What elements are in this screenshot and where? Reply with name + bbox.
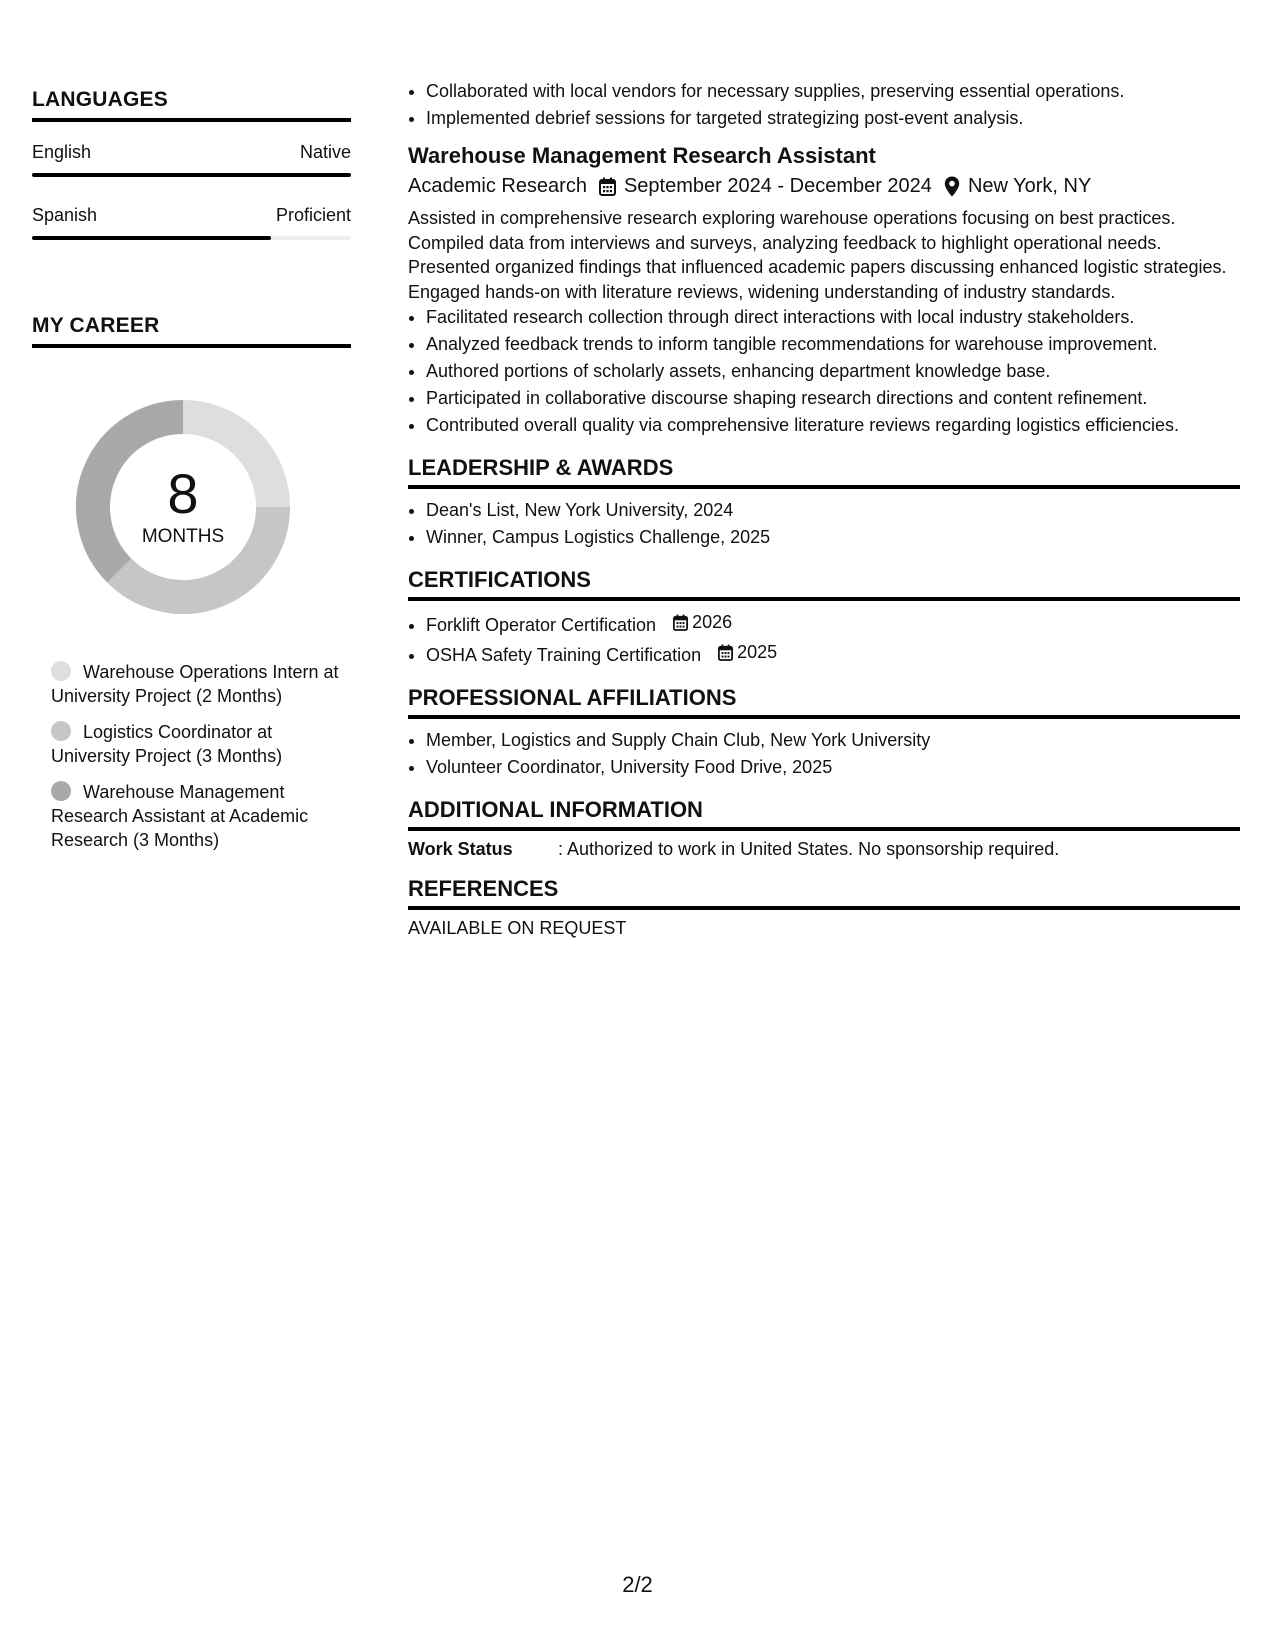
job-location: New York, NY: [967, 175, 1092, 197]
career-section: [32, 314, 351, 852]
list-item: • Authored portions of scholarly assets, enhancing department knowledge base.: [426, 358, 1240, 385]
references-text: AVAILABLE ON REQUEST: [408, 918, 627, 938]
language-level: Native: [299, 142, 351, 162]
calendar-icon: [599, 177, 616, 196]
page-number: 2/2: [622, 1572, 653, 1597]
affiliations-section: [408, 685, 1240, 781]
additional-info-heading: ADDITIONAL INFORMATION: [408, 797, 1240, 831]
calendar-icon: [718, 644, 733, 661]
career-donut-chart: [66, 390, 300, 624]
map-pin-icon: [944, 176, 960, 197]
language-item: [32, 205, 351, 240]
career-legend: [32, 660, 351, 852]
legend-item: [51, 660, 351, 708]
certifications-heading: CERTIFICATIONS: [408, 567, 1240, 601]
job-description: Assisted in comprehensive research exploring warehouse operations focusing on best practices. Compiled data from interviews and surveys, analyzing feedback to highlight operational needs. Presented organized findings that influenced academic papers discussing enhanced logistic strategies. Engaged hands-on with literature reviews, widening understanding of industry standards.: [408, 208, 1227, 302]
certification-year: 2026: [692, 612, 733, 632]
legend-item: [51, 780, 351, 852]
list-item: • Dean's List, New York University, 2024: [426, 497, 1240, 524]
affiliations-heading: PROFESSIONAL AFFILIATIONS: [408, 685, 1240, 719]
job-title: Warehouse Management Research Assistant: [408, 143, 876, 168]
legend-item: [51, 720, 351, 768]
leadership-heading: LEADERSHIP & AWARDS: [408, 455, 1240, 489]
calendar-icon: [673, 614, 688, 631]
work-status-value: : Authorized to work in United States. No sponsorship required.: [558, 839, 1060, 859]
list-item: • Contributed overall quality via comprehensive literature reviews regarding logistics efficiencies.: [426, 412, 1240, 439]
languages-heading: LANGUAGES: [32, 88, 351, 122]
references-heading: REFERENCES: [408, 876, 1240, 910]
certification-name: Forklift Operator Certification: [426, 615, 657, 635]
job-dates: September 2024 - December 2024: [623, 175, 932, 197]
job-meta: [408, 175, 1240, 198]
work-status-row: [408, 839, 1240, 860]
list-item: • Implemented debrief sessions for targeted strategizing post-event analysis.: [426, 105, 1240, 132]
legend-label: Logistics Coordinator at University Project (3 Months): [51, 722, 283, 766]
job-entry: [408, 143, 1240, 439]
additional-info-section: [408, 797, 1240, 860]
languages-section: [32, 88, 351, 240]
list-item: [426, 609, 1240, 639]
references-section: [408, 876, 1240, 939]
language-name: Spanish: [32, 205, 98, 225]
list-item: • Volunteer Coordinator, University Food Drive, 2025: [426, 754, 1240, 781]
career-total-months: 8: [167, 462, 199, 525]
certifications-section: [408, 567, 1240, 669]
left-column: [32, 88, 351, 864]
language-proficiency-bar: [32, 236, 351, 240]
right-column: [408, 78, 1240, 939]
list-item: [426, 639, 1240, 669]
language-proficiency-fill: [32, 236, 271, 240]
list-item: • Analyzed feedback trends to inform tangible recommendations for warehouse improvement.: [426, 331, 1240, 358]
legend-swatch: [51, 661, 71, 681]
previous-job-bullets: [408, 78, 1240, 132]
legend-swatch: [51, 781, 71, 801]
work-status-label: Work Status: [408, 839, 513, 859]
list-item: • Member, Logistics and Supply Chain Club, New York University: [426, 727, 1240, 754]
career-heading: MY CAREER: [32, 314, 351, 348]
language-item: [32, 142, 351, 177]
list-item: • Facilitated research collection through direct interactions with local industry stakeholders.: [426, 304, 1240, 331]
job-company: Academic Research: [408, 175, 587, 197]
job-bullets: [408, 304, 1240, 439]
language-proficiency-bar: [32, 173, 351, 177]
legend-label: Warehouse Management Research Assistant at Academic Research (3 Months): [51, 782, 309, 850]
list-item: • Participated in collaborative discourse shaping research directions and content refinement.: [426, 385, 1240, 412]
certification-year: 2025: [737, 642, 778, 662]
certification-name: OSHA Safety Training Certification: [426, 645, 702, 665]
career-total-unit: MONTHS: [141, 526, 225, 547]
legend-swatch: [51, 721, 71, 741]
language-proficiency-fill: [32, 173, 351, 177]
language-level: Proficient: [275, 205, 351, 225]
legend-label: Warehouse Operations Intern at University Project (2 Months): [51, 662, 339, 706]
list-item: • Collaborated with local vendors for necessary supplies, preserving essential operations.: [426, 78, 1240, 105]
list-item: • Winner, Campus Logistics Challenge, 2025: [426, 524, 1240, 551]
leadership-section: [408, 455, 1240, 551]
language-name: English: [32, 142, 92, 162]
